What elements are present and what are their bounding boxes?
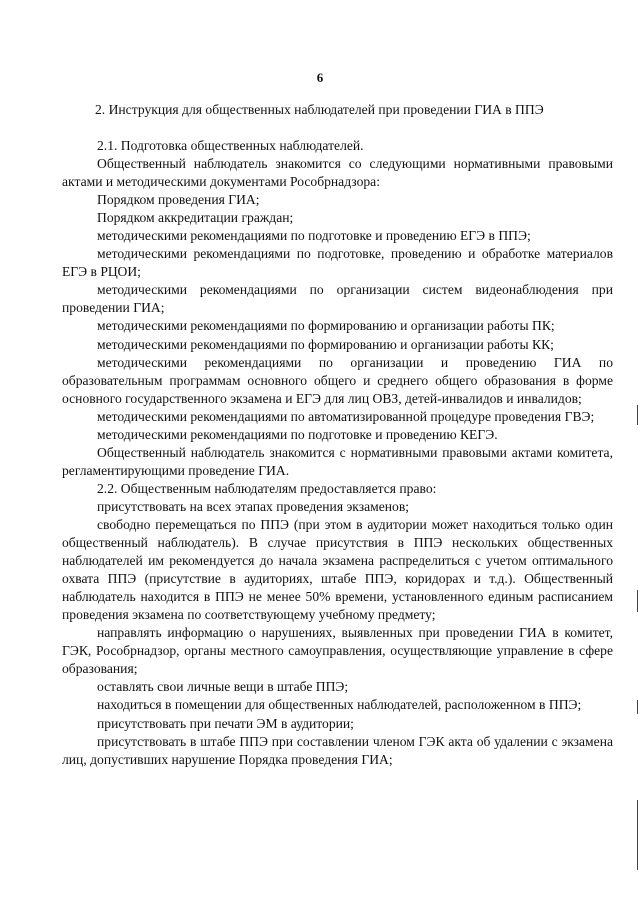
scan-edge-mark	[637, 800, 638, 870]
list-item: методическими рекомендациями по автоматизированной процедуре проведения ГВЭ;	[97, 408, 595, 424]
list-item: методическими рекомендациями по организации и проведению ГИА по образовательным программам основного общего и среднего общего образования в форме основного государственного экзамена и ЕГЭ для лиц ОВЗ, детей-инвалидов и инвалидов;	[62, 354, 613, 406]
list-item: методическими рекомендациями по подготовке и проведению КЕГЭ.	[97, 426, 498, 442]
scan-edge-mark	[637, 405, 638, 425]
list-item: присутствовать при печати ЭМ в аудитории;	[97, 715, 354, 731]
scan-edge-mark	[637, 700, 638, 714]
subsection-heading: 2.1. Подготовка общественных наблюдателей.	[97, 138, 364, 153]
paragraph: Общественный наблюдатель знакомится со следующими нормативными правовыми актами и методическими документами Рособрнадзора:	[62, 156, 613, 190]
page-number: 6	[316, 70, 324, 85]
list-item: Порядком проведения ГИА;	[97, 192, 260, 208]
list-item: оставлять свои личные вещи в штабе ППЭ;	[97, 679, 349, 695]
list-item: методическими рекомендациями по подготовке, проведению и обработке материалов ЕГЭ в РЦОИ;	[62, 246, 613, 280]
section-heading: 2. Инструкция для общественных наблюдателей при проведении ГИА в ППЭ	[95, 102, 544, 117]
list-item: присутствовать в штабе ППЭ при составлении членом ГЭК акта об удалении с экзамена лиц, допустивших нарушение Порядка проведения ГИА;	[62, 733, 613, 767]
list-item: методическими рекомендациями по формированию и организации работы КК;	[97, 336, 554, 352]
list-item: методическими рекомендациями по организации систем видеонаблюдения при проведении ГИА;	[62, 282, 613, 316]
document-body	[62, 137, 613, 769]
list-item: направлять информацию о нарушениях, выявленных при проведении ГИА в комитет, ГЭК, Рособрнадзор, органы местного самоуправления, осуществляющие управление в сфере образования;	[62, 625, 613, 677]
list-item: Порядком аккредитации граждан;	[97, 210, 294, 226]
list-item: находиться в помещении для общественных наблюдателей, расположенном в ППЭ;	[97, 697, 582, 713]
list-item: методическими рекомендациями по подготовке и проведению ЕГЭ в ППЭ;	[97, 228, 531, 244]
list-item: свободно перемещаться по ППЭ (при этом в аудитории может находиться только один общественный наблюдатель). В случае присутствия в ППЭ нескольких общественных наблюдателей им рекомендуется до начала экзамена распределиться с учетом оптимального охвата ППЭ (присутствие в аудиториях, штабе ППЭ, коридорах и т.д.). Общественный наблюдатель находится в ППЭ не менее 50% времени, установленного единым расписанием проведения экзамена по соответствующему учебному предмету;	[62, 516, 613, 623]
list-item: присутствовать на всех этапах проведения экзаменов;	[97, 498, 410, 514]
scan-edge-mark	[637, 590, 638, 612]
paragraph: Общественный наблюдатель знакомится с нормативными правовыми актами комитета, регламентирующими проведение ГИА.	[62, 444, 613, 478]
list-item: методическими рекомендациями по формированию и организации работы ПК;	[97, 318, 555, 334]
subsection-heading: 2.2. Общественным наблюдателям предоставляется право:	[97, 480, 437, 496]
